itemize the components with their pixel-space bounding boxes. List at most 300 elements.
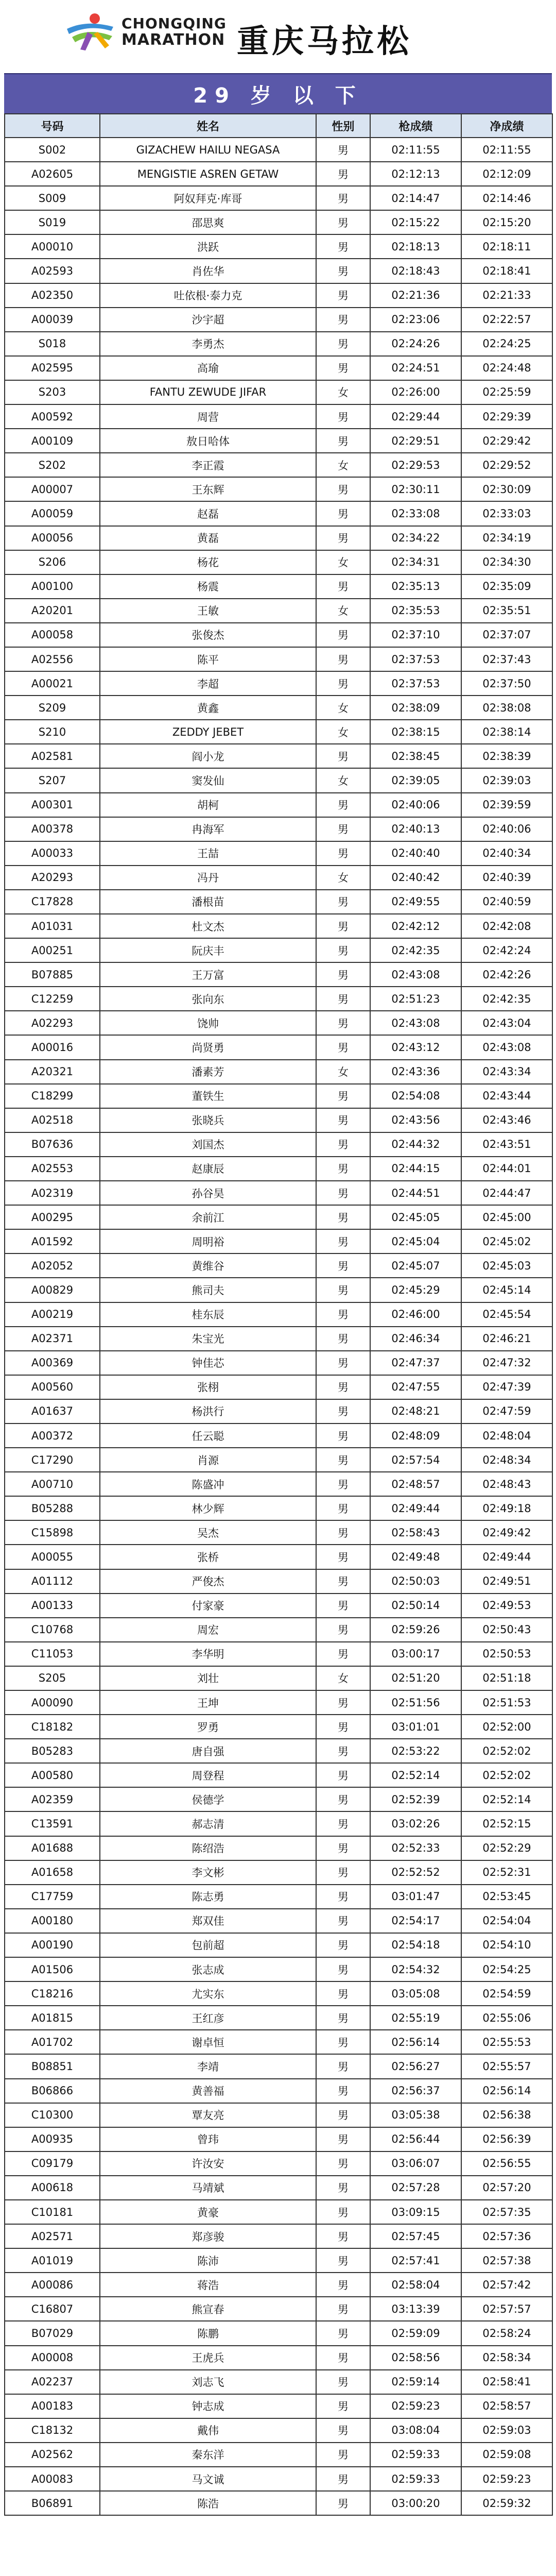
bib-cell: A00251 [5,938,100,962]
net-time-cell: 02:59:23 [461,2467,552,2491]
net-time-cell: 02:54:10 [461,1933,552,1957]
gun-time-cell: 03:00:20 [370,2491,461,2515]
name-cell: 阮庆丰 [100,938,316,962]
gun-time-cell: 02:45:04 [370,1229,461,1253]
net-time-cell: 02:18:11 [461,234,552,259]
gender-cell: 男 [316,890,370,914]
bib-cell: A02319 [5,1181,100,1205]
table-row [5,234,552,259]
bib-cell: C18216 [5,1981,100,2006]
gun-time-cell: 02:57:41 [370,2248,461,2273]
net-time-cell: 02:39:59 [461,793,552,817]
gun-time-cell: 02:57:28 [370,2176,461,2200]
gender-cell: 男 [316,1011,370,1035]
table-row [5,2394,552,2418]
table-row [5,768,552,792]
column-header-gender: 性别 [316,114,370,138]
name-cell: 曾玮 [100,2127,316,2151]
name-cell: 马文诚 [100,2467,316,2491]
net-time-cell: 02:57:42 [461,2273,552,2297]
gender-cell: 女 [316,696,370,720]
table-row [5,1496,552,1520]
table-row [5,1132,552,1157]
gun-time-cell: 02:43:12 [370,1035,461,1059]
name-cell: 潘根苗 [100,890,316,914]
name-cell: 冉海军 [100,817,316,841]
bib-cell: A01019 [5,2248,100,2273]
net-time-cell: 02:49:53 [461,1594,552,1618]
name-cell: 郑双佳 [100,1909,316,1933]
table-row [5,962,552,987]
gender-cell: 男 [316,1157,370,1181]
gun-time-cell: 02:46:00 [370,1302,461,1327]
gender-cell: 男 [316,1909,370,1933]
name-cell: 陈志勇 [100,1885,316,1909]
gender-cell: 男 [316,1132,370,1157]
gender-cell: 男 [316,2467,370,2491]
gender-cell: 男 [316,1618,370,1642]
table-row [5,2467,552,2491]
net-time-cell: 02:18:41 [461,259,552,283]
name-cell: 林少辉 [100,1496,316,1520]
name-cell: 李靖 [100,2054,316,2078]
name-cell: 周营 [100,404,316,429]
column-header-gun-time: 枪成绩 [370,114,461,138]
net-time-cell: 02:48:34 [461,1448,552,1472]
bib-cell: C18299 [5,1084,100,1108]
column-header-bib: 号码 [5,114,100,138]
gender-cell: 男 [316,1594,370,1618]
net-time-cell: 02:43:08 [461,1035,552,1059]
bib-cell: S018 [5,332,100,356]
bib-cell: A02593 [5,259,100,283]
results-table [4,113,553,2516]
gun-time-cell: 02:49:44 [370,1496,461,1520]
bib-cell: A00055 [5,1545,100,1569]
gender-cell: 男 [316,2297,370,2321]
name-cell: 付家豪 [100,1594,316,1618]
net-time-cell: 02:29:39 [461,404,552,429]
gender-cell: 男 [316,1253,370,1278]
net-time-cell: 02:37:43 [461,647,552,671]
category-title: 29 岁 以 下 [4,73,552,114]
bib-cell: A00295 [5,1205,100,1229]
bib-cell: A02605 [5,162,100,186]
gun-time-cell: 02:37:53 [370,647,461,671]
net-time-cell: 02:52:02 [461,1739,552,1763]
gender-cell: 男 [316,938,370,962]
name-cell: 李勇杰 [100,332,316,356]
name-cell: 刘国杰 [100,1132,316,1157]
bib-cell: C17290 [5,1448,100,1472]
gender-cell: 男 [316,259,370,283]
gender-cell: 男 [316,501,370,526]
bib-cell: A00016 [5,1035,100,1059]
gender-cell: 女 [316,599,370,623]
bib-cell: C12259 [5,987,100,1011]
table-row [5,1520,552,1545]
net-time-cell: 02:59:08 [461,2443,552,2467]
gender-cell: 男 [316,2103,370,2127]
gender-cell: 男 [316,2491,370,2515]
gender-cell: 男 [316,841,370,866]
gender-cell: 男 [316,1763,370,1787]
gun-time-cell: 02:49:55 [370,890,461,914]
name-cell: 张栩 [100,1375,316,1399]
name-cell: 熊宣春 [100,2297,316,2321]
bib-cell: C13591 [5,1811,100,1836]
gender-cell: 男 [316,356,370,380]
table-row [5,404,552,429]
bib-cell: A01658 [5,1860,100,1885]
table-row [5,1302,552,1327]
gender-cell: 男 [316,647,370,671]
table-row [5,841,552,866]
gender-cell: 男 [316,1690,370,1715]
gender-cell: 女 [316,768,370,792]
name-cell: 唐自强 [100,1739,316,1763]
net-time-cell: 02:52:31 [461,1860,552,1885]
bib-cell: B07029 [5,2321,100,2345]
gun-time-cell: 02:54:17 [370,1909,461,1933]
gender-cell: 男 [316,2321,370,2345]
gun-time-cell: 03:00:17 [370,1642,461,1666]
gun-time-cell: 02:15:22 [370,210,461,234]
net-time-cell: 02:47:39 [461,1375,552,1399]
gun-time-cell: 02:47:37 [370,1351,461,1375]
name-cell: 郑彦骏 [100,2224,316,2248]
table-row [5,671,552,696]
gun-time-cell: 03:06:07 [370,2151,461,2176]
net-time-cell: 02:42:08 [461,914,552,938]
name-cell: 王坤 [100,1690,316,1715]
table-row [5,1472,552,1496]
net-time-cell: 02:59:03 [461,2418,552,2443]
net-time-cell: 02:43:04 [461,1011,552,1035]
logo-en-line1: CHONGQING [121,15,227,32]
table-row [5,1060,552,1084]
table-row [5,1327,552,1351]
net-time-cell: 02:24:25 [461,332,552,356]
name-cell: 黄豪 [100,2200,316,2224]
table-row [5,186,552,210]
name-cell: 杨震 [100,574,316,599]
gender-cell: 男 [316,477,370,501]
gender-cell: 男 [316,1229,370,1253]
table-row [5,647,552,671]
table-row [5,138,552,162]
table-row [5,2127,552,2151]
net-time-cell: 02:58:24 [461,2321,552,2345]
gender-cell: 男 [316,283,370,308]
table-row [5,1981,552,2006]
gun-time-cell: 02:26:00 [370,380,461,404]
net-time-cell: 02:49:18 [461,1496,552,1520]
table-row [5,623,552,647]
name-cell: 孙谷昊 [100,1181,316,1205]
bib-cell: C18182 [5,1715,100,1739]
gun-time-cell: 02:51:56 [370,1690,461,1715]
gender-cell: 男 [316,2224,370,2248]
net-time-cell: 02:58:41 [461,2370,552,2394]
bib-cell: A02293 [5,1011,100,1035]
gun-time-cell: 02:24:26 [370,332,461,356]
bib-cell: C10181 [5,2200,100,2224]
name-cell: 陈平 [100,647,316,671]
net-time-cell: 02:45:54 [461,1302,552,1327]
table-row [5,429,552,453]
logo-en-line2: MARATHON [121,31,225,49]
table-row [5,2103,552,2127]
name-cell: 尤实东 [100,1981,316,2006]
table-row [5,1860,552,1885]
bib-cell: A00592 [5,404,100,429]
bib-cell: A00059 [5,501,100,526]
gender-cell: 男 [316,526,370,550]
net-time-cell: 02:40:06 [461,817,552,841]
net-time-cell: 02:43:44 [461,1084,552,1108]
table-row [5,2006,552,2030]
bib-cell: B05288 [5,1496,100,1520]
bib-cell: A01031 [5,914,100,938]
name-cell: 黄维谷 [100,1253,316,1278]
name-cell: 杨花 [100,550,316,574]
gender-cell: 男 [316,1569,370,1594]
name-cell: 陈盛冲 [100,1472,316,1496]
table-row [5,1108,552,1132]
gender-cell: 男 [316,2054,370,2078]
gun-time-cell: 02:48:57 [370,1472,461,1496]
table-row [5,2321,552,2345]
gun-time-cell: 02:37:53 [370,671,461,696]
name-cell: 蒋浩 [100,2273,316,2297]
gun-time-cell: 02:44:32 [370,1132,461,1157]
bib-cell: C16807 [5,2297,100,2321]
name-cell: 胡柯 [100,793,316,817]
table-row [5,1205,552,1229]
bib-cell: A02371 [5,1327,100,1351]
name-cell: 肖源 [100,1448,316,1472]
table-row [5,2297,552,2321]
bib-cell: A00010 [5,234,100,259]
table-row [5,1666,552,1690]
gun-time-cell: 02:14:47 [370,186,461,210]
gun-time-cell: 02:54:32 [370,1957,461,1981]
net-time-cell: 02:48:43 [461,1472,552,1496]
gender-cell: 男 [316,1715,370,1739]
net-time-cell: 02:37:07 [461,623,552,647]
net-time-cell: 02:22:57 [461,308,552,332]
table-row [5,2248,552,2273]
net-time-cell: 02:21:33 [461,283,552,308]
gender-cell: 男 [316,2176,370,2200]
bib-cell: A02052 [5,1253,100,1278]
bib-cell: A20201 [5,599,100,623]
bib-cell: A00301 [5,793,100,817]
gender-cell: 男 [316,962,370,987]
gender-cell: 男 [316,1520,370,1545]
table-row [5,2054,552,2078]
net-time-cell: 02:47:32 [461,1351,552,1375]
name-cell: 熊司夫 [100,1278,316,1302]
bib-cell: A02595 [5,356,100,380]
gender-cell: 男 [316,1375,370,1399]
gun-time-cell: 02:21:36 [370,283,461,308]
name-cell: 陈浩 [100,2491,316,2515]
name-cell: 邵思爽 [100,210,316,234]
net-time-cell: 02:24:48 [461,356,552,380]
bib-cell: A00039 [5,308,100,332]
name-cell: 谢卓恒 [100,2030,316,2054]
net-time-cell: 02:30:09 [461,477,552,501]
name-cell: 肖佐华 [100,259,316,283]
gender-cell: 男 [316,744,370,768]
table-row [5,1885,552,1909]
gender-cell: 男 [316,574,370,599]
gun-time-cell: 02:29:44 [370,404,461,429]
table-row [5,477,552,501]
gender-cell: 男 [316,2418,370,2443]
table-row [5,1157,552,1181]
bib-cell: B08851 [5,2054,100,2078]
bib-cell: S205 [5,1666,100,1690]
logo-text-en [121,15,227,48]
bib-cell: S019 [5,210,100,234]
bib-cell: A01815 [5,2006,100,2030]
net-time-cell: 02:25:59 [461,380,552,404]
table-row [5,2273,552,2297]
bib-cell: S203 [5,380,100,404]
name-cell: 王东辉 [100,477,316,501]
bib-cell: A02359 [5,1787,100,1811]
gun-time-cell: 02:50:03 [370,1569,461,1594]
name-cell: 余前江 [100,1205,316,1229]
table-row [5,599,552,623]
column-header-name: 姓名 [100,114,316,138]
table-row [5,1423,552,1448]
table-row [5,1642,552,1666]
name-cell: 钟志成 [100,2394,316,2418]
gender-cell: 男 [316,1108,370,1132]
table-row [5,1739,552,1763]
gun-time-cell: 02:56:14 [370,2030,461,2054]
net-time-cell: 02:45:02 [461,1229,552,1253]
gun-time-cell: 02:23:06 [370,308,461,332]
table-row [5,1229,552,1253]
gun-time-cell: 02:35:13 [370,574,461,599]
table-row [5,550,552,574]
bib-cell: A00580 [5,1763,100,1787]
net-time-cell: 02:42:35 [461,987,552,1011]
name-cell: 饶帅 [100,1011,316,1035]
gun-time-cell: 02:59:26 [370,1618,461,1642]
table-row [5,2443,552,2467]
name-cell: 陈沛 [100,2248,316,2273]
table-row [5,1909,552,1933]
net-time-cell: 02:52:14 [461,1787,552,1811]
net-time-cell: 02:11:55 [461,138,552,162]
gun-time-cell: 02:38:45 [370,744,461,768]
net-time-cell: 02:34:30 [461,550,552,574]
net-time-cell: 02:54:25 [461,1957,552,1981]
gender-cell: 男 [316,1739,370,1763]
bib-cell: S207 [5,768,100,792]
gender-cell: 男 [316,671,370,696]
net-time-cell: 02:57:38 [461,2248,552,2273]
net-time-cell: 02:38:14 [461,720,552,744]
bib-cell: A00058 [5,623,100,647]
bib-cell: A00008 [5,2346,100,2370]
table-row [5,526,552,550]
gender-cell: 女 [316,453,370,477]
bib-cell: A00033 [5,841,100,866]
bib-cell: A01506 [5,1957,100,1981]
gun-time-cell: 02:18:43 [370,259,461,283]
net-time-cell: 02:57:57 [461,2297,552,2321]
name-cell: 陈鹏 [100,2321,316,2345]
table-row [5,1569,552,1594]
net-time-cell: 02:43:34 [461,1060,552,1084]
table-row [5,817,552,841]
gender-cell: 男 [316,1399,370,1423]
bib-cell: A00560 [5,1375,100,1399]
table-row [5,1181,552,1205]
name-cell: 郝志清 [100,1811,316,1836]
bib-cell: A20321 [5,1060,100,1084]
table-row [5,696,552,720]
gun-time-cell: 02:29:53 [370,453,461,477]
bib-cell: A02237 [5,2370,100,2394]
net-time-cell: 02:45:14 [461,1278,552,1302]
gender-cell: 男 [316,1545,370,1569]
table-row [5,210,552,234]
name-cell: 吴杰 [100,1520,316,1545]
net-time-cell: 02:44:47 [461,1181,552,1205]
table-row [5,1836,552,1860]
gender-cell: 女 [316,1060,370,1084]
gun-time-cell: 02:42:35 [370,938,461,962]
gender-cell: 男 [316,162,370,186]
table-row [5,866,552,890]
gun-time-cell: 02:35:53 [370,599,461,623]
name-cell: 张向东 [100,987,316,1011]
gender-cell: 男 [316,817,370,841]
gender-cell: 男 [316,429,370,453]
table-row [5,2370,552,2394]
gender-cell: 男 [316,1933,370,1957]
gun-time-cell: 03:13:39 [370,2297,461,2321]
gender-cell: 男 [316,987,370,1011]
gun-time-cell: 02:58:43 [370,1520,461,1545]
gender-cell: 男 [316,2394,370,2418]
gun-time-cell: 02:59:14 [370,2370,461,2394]
name-cell: 朱宝光 [100,1327,316,1351]
name-cell: 张桥 [100,1545,316,1569]
event-logo [62,11,227,53]
gender-cell: 男 [316,2200,370,2224]
name-cell: 侯德学 [100,1787,316,1811]
table-row [5,2200,552,2224]
gender-cell: 男 [316,1860,370,1885]
name-cell: 赵康辰 [100,1157,316,1181]
net-time-cell: 02:51:53 [461,1690,552,1715]
gender-cell: 女 [316,866,370,890]
table-row [5,1957,552,1981]
bib-cell: C17759 [5,1885,100,1909]
gun-time-cell: 02:59:09 [370,2321,461,2345]
gender-cell: 男 [316,1351,370,1375]
bib-cell: B05283 [5,1739,100,1763]
